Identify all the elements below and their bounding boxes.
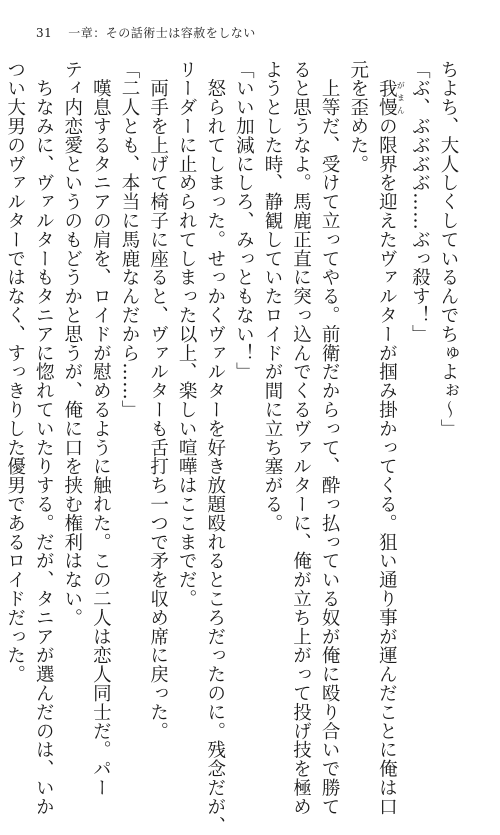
text-line: ティ内恋愛というのもどうかと思うが、俺に口を挟む権利はない。 [61,60,83,627]
text-line: 上等だ、受けて立ってやる。前衛だからって、酔っ払っている奴が俺に殴り合いで勝て [319,60,341,816]
text-line: 元を歪めた。 [347,60,369,174]
text-line: 「いい加減にしろ、みっともない！」 [233,60,255,382]
text-line: 「二人とも、本当に馬鹿なんだから……」 [118,60,140,420]
text-line: ちなみに、ヴァルターもタニアに惚れていたりする。だが、タニアが選んだのは、いか [33,60,55,816]
page-number: 31 [36,26,53,40]
text-line: 両手を上げて椅子に座ると、ヴァルターも舌打ち一つで矛を収め席に戻った。 [147,60,169,741]
text-line: ると思うなよ。馬鹿正直に突っ込んでくるヴァルターに、俺が立ち上がって投げ技を極め [290,60,312,816]
line-rest: の限界を迎えたヴァルターが掴み掛かってくる。狙い通り事が運んだことに俺は口 [376,116,398,817]
text-line: 「ぶ、ぶぶぶぶ……ぶっ殺す！」 [409,60,431,344]
ruby-reading: がまん [396,78,406,117]
text-line: ようとした時、静観していたロイドが間に立ち塞がる。 [261,60,283,533]
text-line: ちよち、大人しくしているんでちゅよぉ〜」 [438,60,459,438]
text-line: 怒られてしまった。せっかくヴァルターを好き放題殴れるところだったのに。残念だが、 [204,60,226,835]
body-text [4,60,462,835]
running-header [36,24,256,41]
line-indent [376,60,397,79]
text-line: リーダーに止められてしまった以上、楽しい喧嘩はここまでだ。 [176,60,198,609]
text-line [372,60,406,817]
chapter-title: 一章：その話術士は容赦をしない [68,26,256,40]
ruby-base: 我慢 [376,78,398,117]
text-line: つい大男のヴァルターではなく、すっきりした優男であるロイドだった。 [4,60,26,684]
text-line: 嘆息するタニアの肩を、ロイドが慰めるように触れた。この二人は恋人同士だ。パー [90,60,112,798]
ruby-word [376,78,406,117]
